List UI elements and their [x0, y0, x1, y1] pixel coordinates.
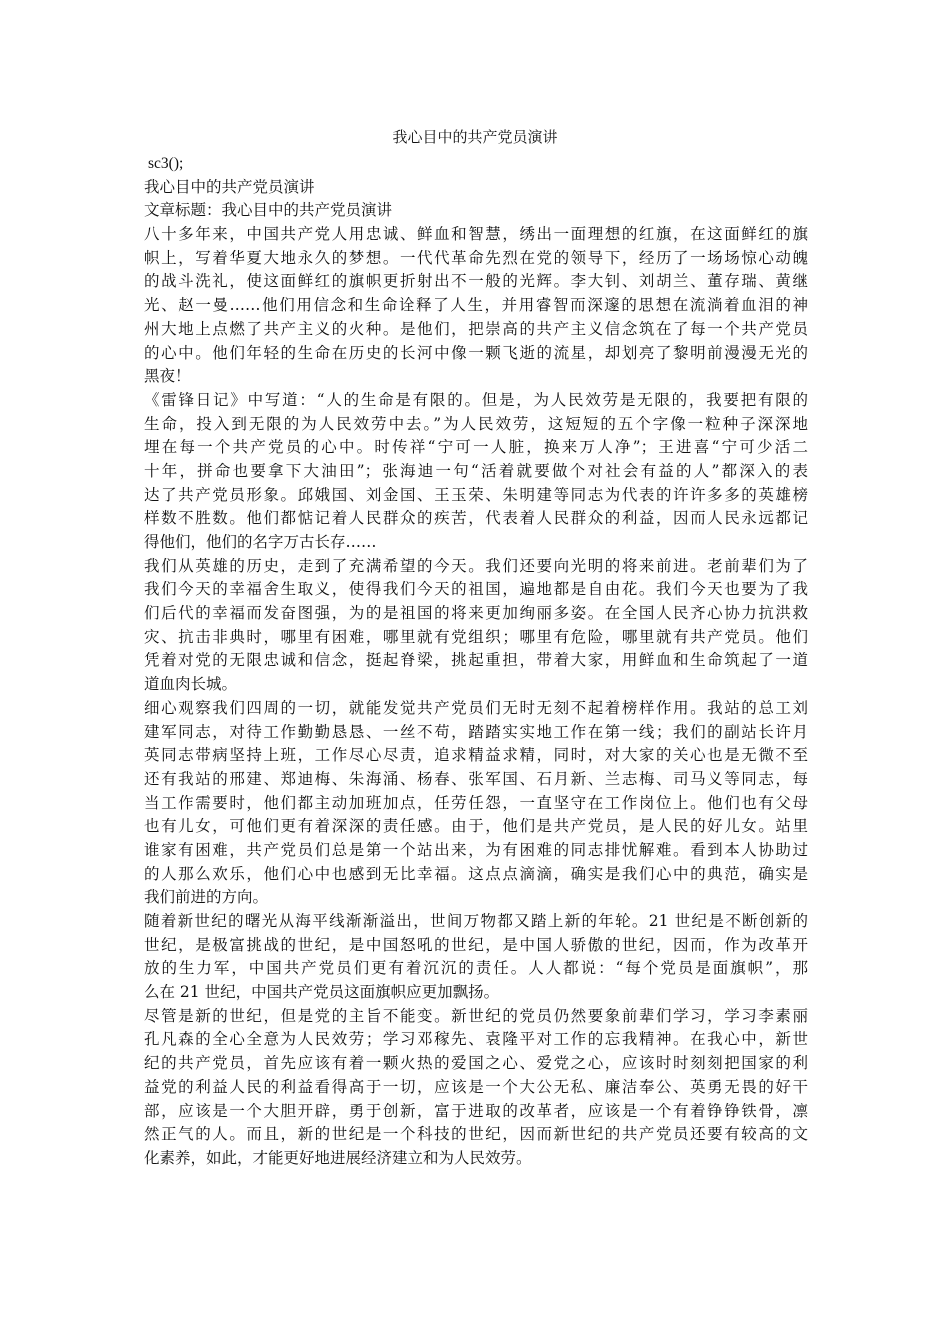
paragraph-line: 黑夜！ [144, 367, 191, 386]
paragraph [144, 389, 808, 555]
paragraph-line: 得他们，他们的名字万古长存…… [144, 533, 377, 551]
article-heading: 文章标题：我心目中的共产党员演讲 [144, 201, 393, 220]
paragraph-line: 随着新世纪的曙光从海平线渐渐溢出，世间万物都又踏上新的年轮。21 世纪是不断创新的 [144, 912, 808, 930]
paragraph-line: 帜上，写着华夏大地永久的梦想。一代代革命先烈在党的领导下，经历了一场场惊心动魄 [144, 248, 808, 267]
paragraph [144, 555, 808, 697]
paragraph-line: 还有我站的邢建、郑迪梅、朱海涌、杨春、张军国、石月新、兰志梅、司马义等同志，每 [144, 769, 808, 788]
subtitle: 我心目中的共产党员演讲 [144, 177, 315, 196]
paragraph-line: 世纪，是极富挑战的世纪，是中国怒吼的世纪，是中国人骄傲的世纪，因而，作为改革开 [144, 935, 808, 954]
paragraph-line: 部，应该是一个大胆开辟，勇于创新，富于进取的改革者，应该是一个有着铮铮铁骨，凛 [144, 1101, 808, 1120]
paragraph-line: 么在 21 世纪，中国共产党员这面旗帜应更加飘扬。 [144, 983, 500, 1002]
paragraph-line: 们后代的幸福而发奋图强，为的是祖国的将来更加绚丽多姿。在全国人民齐心协力抗洪救 [144, 604, 808, 623]
paragraph-line: 道血肉长城。 [144, 675, 238, 694]
paragraph-line: 英同志带病坚持上班，工作尽心尽责，追求精益求精，同时，对大家的关心也是无微不至 [144, 746, 808, 765]
paragraph-line: 细心观察我们四周的一切，就能发觉共产党员们无时无刻不起着榜样作用。我站的总工刘 [144, 698, 808, 717]
paragraph-line: 的心中。他们年轻的生命在历史的长河中像一颗飞逝的流星，却划亮了黎明前漫漫无光的 [144, 343, 808, 362]
document-body [144, 152, 808, 1171]
paragraph-line: 埋在每一个共产党员的心中。时传祥“宁可一人脏，换来万人净”；王进喜“宁可少活二 [144, 438, 808, 457]
paragraph-line: 孔凡森的全心全意为人民效劳；学习邓稼先、袁隆平对工作的忘我精神。在我心中，新世 [144, 1030, 808, 1049]
paragraph-line: 达了共产党员形象。邱娥国、刘金国、王玉荣、朱明建等同志为代表的许许多多的英雄榜 [144, 485, 808, 504]
paragraph-line: 十年，拼命也要拿下大油田”；张海迪一句“活着就要做个对社会有益的人”都深入的表 [144, 461, 808, 480]
paragraph [144, 1005, 808, 1171]
paragraph-line: 我们今天的幸福舍生取义，使得我们今天的祖国，遍地都是自由花。我们今天也要为了我 [144, 580, 808, 599]
paragraph-line: 益党的利益人民的利益看得高于一切，应该是一个大公无私、廉洁奉公、英勇无畏的好干 [144, 1077, 808, 1096]
paragraph-line: 化素养，如此，才能更好地进展经济建立和为人民效劳。 [144, 1148, 532, 1167]
paragraph-line: 谁家有困难，共产党员们总是第一个站出来，为有困难的同志排忧解难。看到本人协助过 [144, 840, 808, 859]
paragraph-list [144, 223, 808, 1171]
paragraph-line: 当工作需要时，他们都主动加班加点，任劳任怨，一直坚守在工作岗位上。他们也有父母 [144, 793, 808, 812]
paragraph-line: 放的生力军，中国共产党员们更有着沉沉的责任。人人都说：“每个党员是面旗帜”，那 [144, 959, 808, 978]
paragraph-line: 凭着对党的无限忠诚和信念，挺起脊梁，挑起重担，带着大家，用鲜血和生命筑起了一道 [144, 651, 808, 670]
paragraph-line: 《雷锋日记》中写道：“人的生命是有限的。但是，为人民效劳是无限的，我要把有限的 [144, 390, 808, 409]
paragraph-line: 我们从英雄的历史，走到了充满希望的今天。我们还要向光明的将来前进。老前辈们为了 [144, 556, 808, 575]
paragraph-line: 纪的共产党员，首先应该有着一颗火热的爱国之心、爱党之心，应该时时刻刻把国家的利 [144, 1054, 808, 1073]
paragraph-line: 样数不胜数。他们都惦记着人民群众的疾苦，代表着人民群众的利益，因而人民永远都记 [144, 509, 808, 528]
paragraph [144, 697, 808, 910]
document-title: 我心目中的共产党员演讲 [392, 128, 558, 146]
paragraph-line: 灾、抗击非典时，哪里有困难，哪里就有党组织；哪里有危险，哪里就有共产党员。他们 [144, 627, 808, 646]
paragraph [144, 223, 808, 389]
paragraph-line: 尽管是新的世纪，但是党的主旨不能变。新世纪的党员仍然要象前辈们学习，学习李素丽 [144, 1006, 808, 1025]
paragraph-line: 也有儿女，可他们更有着深深的责任感。由于，他们是共产党员，是人民的好儿女。站里 [144, 817, 808, 836]
paragraph-line: 八十多年来，中国共产党人用忠诚、鲜血和智慧，绣出一面理想的红旗，在这面鲜红的旗 [144, 225, 808, 244]
paragraph-line: 的战斗洗礼，使这面鲜红的旗帜更折射出不一般的光辉。李大钊、刘胡兰、董存瑞、黄继 [144, 272, 808, 291]
paragraph-line: 生命，投入到无限的为人民效劳中去。”为人民效劳，这短短的五个字像一粒种子深深地 [144, 414, 808, 433]
paragraph [144, 910, 808, 1005]
paragraph-line: 州大地上点燃了共产主义的火种。是他们，把崇高的共产主义信念筑在了每一个共产党员 [144, 319, 808, 338]
paragraph-line: 的人那么欢乐，他们心中也感到无比幸福。这点点滴滴，确实是我们心中的典范，确实是 [144, 864, 808, 883]
paragraph-line: 然正气的人。而且，新的世纪是一个科技的世纪，因而新世纪的共产党员还要有较高的文 [144, 1125, 808, 1144]
paragraph-line: 建军同志，对待工作勤勤恳恳、一丝不苟，踏踏实实地工作在第一线；我们的副站长许月 [144, 722, 808, 741]
paragraph-line: 我们前进的方向。 [144, 888, 269, 907]
paragraph-line: 光、赵一曼……他们用信念和生命诠释了人生，并用睿智而深邃的思想在流淌着血泪的神 [144, 296, 808, 315]
code-line: sc3(); [148, 155, 184, 172]
